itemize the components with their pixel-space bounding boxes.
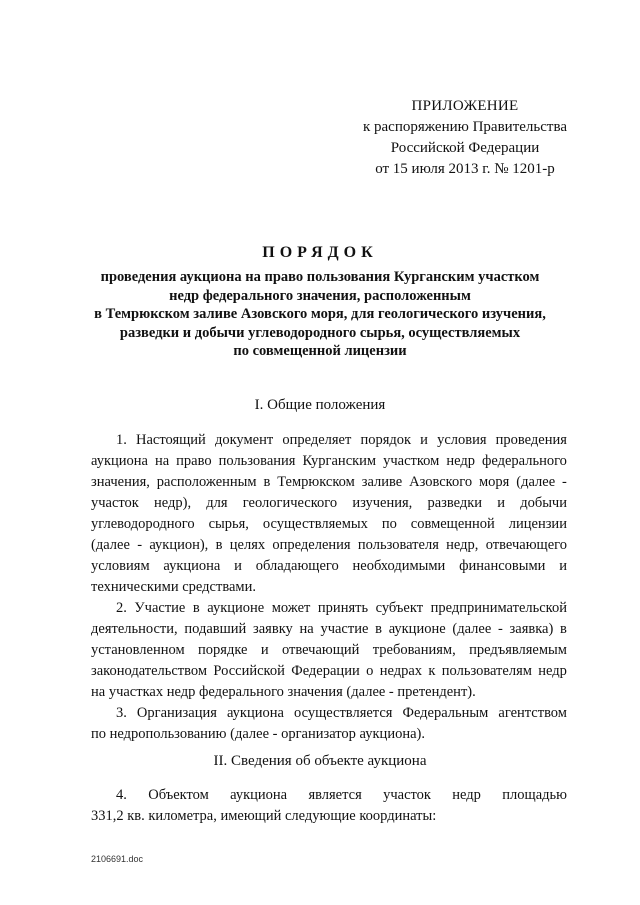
subtitle-line: по совмещенной лицензии bbox=[233, 343, 407, 359]
paragraph-line: углеводородного сырья, осуществляемых по совмещенной лицензии bbox=[91, 516, 567, 532]
appendix-heading: ПРИЛОЖЕНИЕ bbox=[411, 98, 519, 114]
appendix-line: к распоряжению Правительства bbox=[362, 119, 567, 135]
appendix-line: Российской Федерации bbox=[390, 140, 540, 156]
paragraph-line: 4. Объектом аукциона является участок недр площадью bbox=[116, 787, 567, 803]
paragraph-line: условиям аукциона и обладающего необходимыми финансовыми и bbox=[91, 558, 567, 574]
subtitle-line: в Темрюкском заливе Азовского моря, для геологического изучения, bbox=[94, 306, 546, 322]
paragraph-line: 1. Настоящий документ определяет порядок и условия проведения bbox=[116, 432, 567, 448]
paragraph-line: участок недр), для геологического изучения, разведки и добычи bbox=[91, 495, 567, 511]
paragraph-line: техническими средствами. bbox=[91, 579, 256, 595]
paragraph-line: аукциона на право пользования Курганским участком недр федерального bbox=[91, 453, 567, 469]
appendix-date-number: от 15 июля 2013 г. № 1201-р bbox=[375, 161, 555, 177]
section-heading-object: II. Сведения об объекте аукциона bbox=[213, 753, 427, 769]
paragraph-line: 3. Организация аукциона осуществляется Федеральным агентством bbox=[116, 705, 567, 721]
paragraph-line: законодательством Российской Федерации о недрах к пользователям недр bbox=[91, 663, 567, 679]
paragraph-1 bbox=[91, 430, 567, 598]
paragraph-4 bbox=[91, 785, 567, 827]
paragraph-line: по недропользованию (далее - организатор аукциона). bbox=[91, 726, 425, 742]
document-subtitle bbox=[60, 268, 580, 361]
section-heading-general: I. Общие положения bbox=[254, 397, 386, 413]
document-title: ПОРЯДОК bbox=[262, 244, 378, 261]
paragraph-line: деятельности, подавший заявку на участие в аукционе (далее - заявка) в bbox=[91, 621, 567, 637]
paragraph-line: 2. Участие в аукционе может принять субъект предпринимательской bbox=[116, 600, 567, 616]
paragraph-line: установленном порядке и отвечающий требованиям, предъявляемым bbox=[91, 642, 567, 658]
paragraph-line: (далее - аукцион), в целях определения пользователя недр, отвечающего bbox=[91, 537, 567, 553]
appendix-block bbox=[340, 96, 590, 180]
paragraph-3 bbox=[91, 703, 567, 745]
paragraph-line: значения, расположенным в Темрюкском заливе Азовского моря (далее - bbox=[91, 474, 567, 490]
subtitle-line: проведения аукциона на право пользования Курганским участком bbox=[100, 269, 540, 285]
paragraph-2 bbox=[91, 598, 567, 703]
file-name: 2106691.doc bbox=[91, 854, 144, 864]
subtitle-line: недр федерального значения, расположенным bbox=[169, 287, 471, 304]
paragraph-line: 331,2 кв. километра, имеющий следующие координаты: bbox=[91, 808, 437, 824]
subtitle-line: разведки и добычи углеводородного сырья, осуществляемых bbox=[119, 324, 521, 341]
paragraph-line: на участках недр федерального значения (далее - претендент). bbox=[91, 684, 476, 700]
